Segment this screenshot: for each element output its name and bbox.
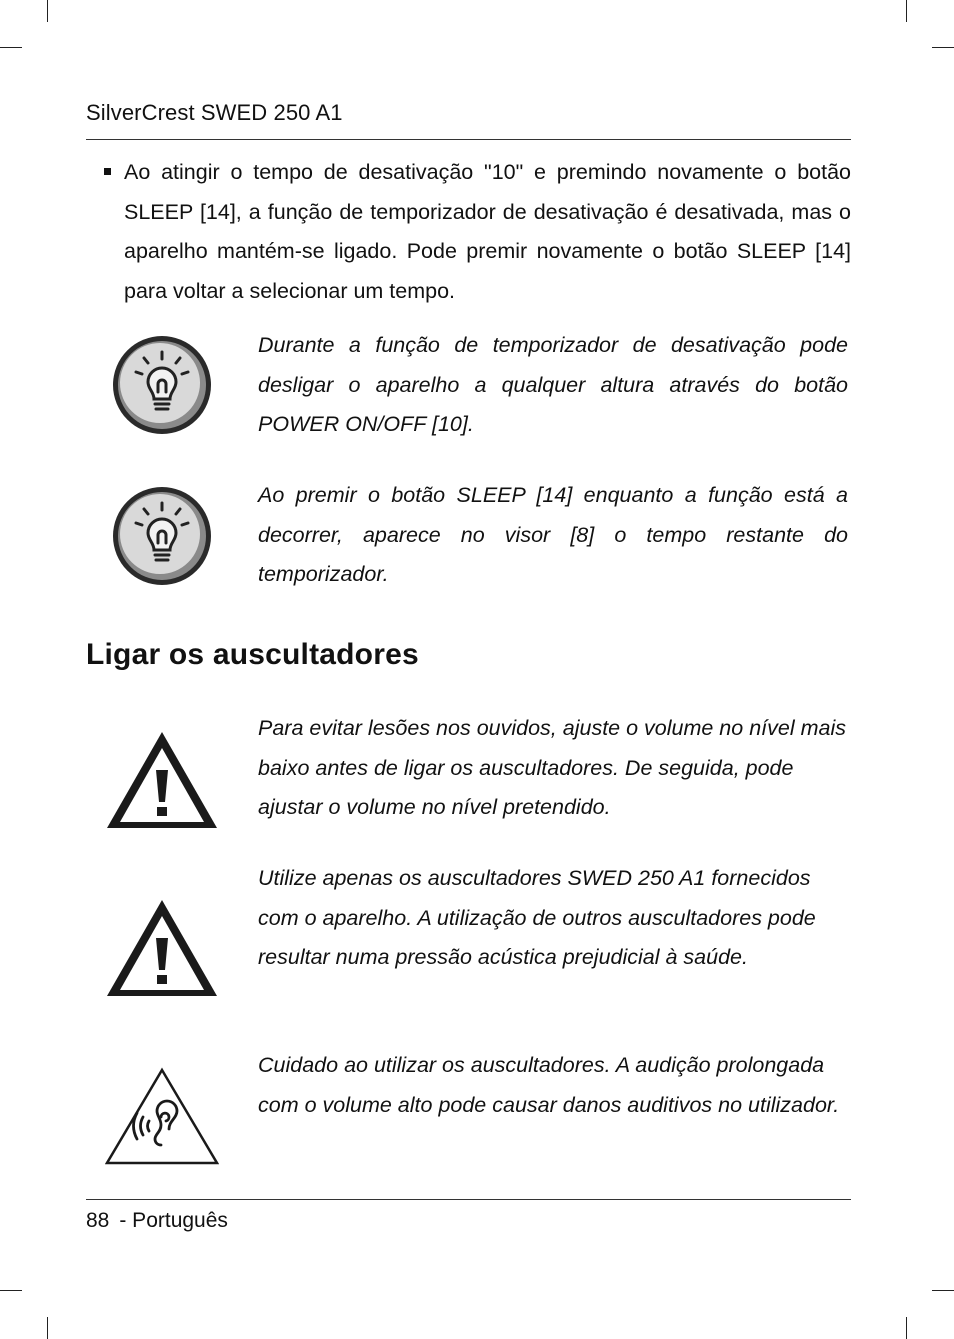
crop-mark	[906, 0, 907, 22]
tip-note-text: Ao premir o botão SLEEP [14] enquanto a função está a decorrer, aparece no visor [8] o tempo restante do temporizador.	[258, 483, 848, 586]
lightbulb-icon	[111, 334, 213, 436]
footer-language: - Português	[119, 1209, 228, 1232]
crop-mark	[47, 1317, 48, 1339]
header-divider	[86, 139, 851, 140]
crop-mark	[932, 1290, 954, 1291]
warning-note-text: Cuidado ao utilizar os auscultadores. A audição prolongada com o volume alto pode causar danos auditivos no utilizador.	[258, 1053, 840, 1117]
warning-note-text: Utilize apenas os auscultadores SWED 250 A1 fornecidos com o aparelho. A utilização de outros auscultadores pode resultar numa pressão acústica prejudicial à saúde.	[258, 866, 816, 969]
crop-mark	[47, 0, 48, 22]
page-footer	[86, 1209, 228, 1233]
hearing-damage-icon	[105, 1067, 219, 1167]
bullet-text: Ao atingir o tempo de desativação "10" e premindo novamente o botão SLEEP [14], a função de temporizador de desativação é desativada, mas o aparelho mantém-se ligado. Pode premir novamente o botão SLEEP [14] para voltar a selecionar um tempo.	[124, 160, 851, 303]
page-number: 88	[86, 1209, 110, 1232]
crop-mark	[0, 47, 22, 48]
crop-mark	[932, 47, 954, 48]
square-bullet-icon	[104, 168, 111, 175]
warning-icon	[105, 730, 219, 830]
warning-note-text: Para evitar lesões nos ouvidos, ajuste o volume no nível mais baixo antes de ligar os auscultadores. De seguida, pode ajustar o volume no nível pretendido.	[258, 716, 846, 819]
footer-divider	[86, 1199, 851, 1200]
crop-mark	[0, 1290, 22, 1291]
tip-note-text: Durante a função de temporizador de desativação pode desligar o aparelho a qualquer altura através do botão POWER ON/OFF [10].	[258, 333, 848, 436]
warning-icon	[105, 898, 219, 998]
crop-mark	[906, 1317, 907, 1339]
document-header-title: SilverCrest SWED 250 A1	[86, 100, 343, 125]
lightbulb-icon	[111, 485, 213, 587]
section-heading: Ligar os auscultadores	[86, 638, 419, 671]
bullet-paragraph	[104, 153, 851, 311]
